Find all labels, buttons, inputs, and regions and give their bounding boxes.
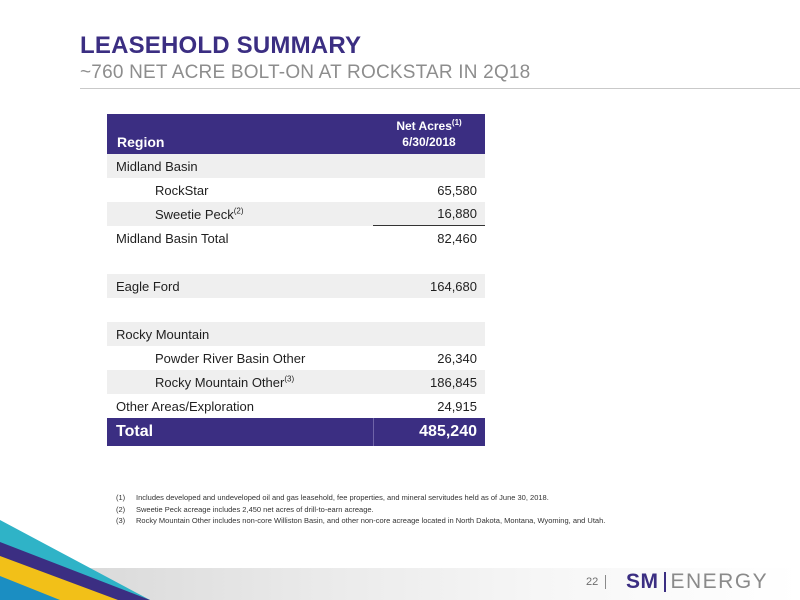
row-value: 24,915 bbox=[437, 398, 477, 414]
corner-decoration bbox=[0, 520, 150, 600]
row-value: 16,880 bbox=[373, 202, 485, 226]
table-row bbox=[107, 346, 485, 370]
footnote-text: Rocky Mountain Other includes non-core Williston Basin, and other non-core acreage located in North Dakota, Montana, Wyoming, and Utah. bbox=[136, 516, 606, 525]
row-value: 164,680 bbox=[430, 278, 477, 294]
header-date: 6/30/2018 bbox=[402, 135, 456, 149]
page-subtitle: ~760 NET ACRE BOLT-ON AT ROCKSTAR IN 2Q18 bbox=[80, 62, 531, 83]
table-row bbox=[107, 202, 485, 226]
page-number: 22 bbox=[586, 576, 599, 588]
page-separator bbox=[605, 575, 606, 589]
logo-sm: SM bbox=[626, 570, 659, 593]
row-label bbox=[107, 207, 373, 222]
footnote bbox=[116, 504, 605, 516]
footnote-number: (2) bbox=[116, 504, 126, 514]
title-divider bbox=[80, 88, 800, 89]
leasehold-table bbox=[107, 114, 485, 446]
header-region: Region bbox=[117, 134, 165, 150]
footnote bbox=[116, 515, 605, 527]
row-value: 26,340 bbox=[437, 350, 477, 366]
row-spacer bbox=[107, 298, 485, 322]
row-value: 65,580 bbox=[437, 182, 477, 198]
total-row bbox=[107, 418, 485, 446]
row-spacer bbox=[107, 250, 485, 274]
footnote-text: Sweetie Peck acreage includes 2,450 net acres of drill-to-earn acreage. bbox=[136, 504, 374, 514]
table-header bbox=[107, 114, 485, 154]
table-row bbox=[107, 226, 485, 250]
page-title: LEASEHOLD SUMMARY bbox=[80, 32, 362, 59]
logo-energy: ENERGY bbox=[670, 570, 769, 593]
header-footnote-ref: (1) bbox=[451, 118, 462, 127]
sm-energy-logo bbox=[626, 570, 768, 594]
table-row bbox=[107, 370, 485, 394]
row-value: 82,460 bbox=[437, 230, 477, 246]
footnote-number: (3) bbox=[116, 516, 126, 525]
total-value: 485,240 bbox=[373, 418, 485, 446]
total-label: Total bbox=[116, 423, 154, 440]
table-row bbox=[107, 154, 485, 178]
row-value: 186,845 bbox=[430, 374, 477, 390]
footnote-text: Includes developed and undeveloped oil and gas leasehold, fee properties, and mineral servitudes held as of June 30, 2018. bbox=[136, 493, 549, 502]
footnote-ref: (2) bbox=[233, 206, 244, 216]
row-value bbox=[373, 154, 485, 178]
row-value bbox=[373, 322, 485, 346]
table-row bbox=[107, 322, 485, 346]
footnotes bbox=[116, 492, 605, 527]
footnote bbox=[116, 492, 605, 504]
table-row bbox=[107, 394, 485, 418]
row-label: Other Areas/Exploration bbox=[116, 398, 255, 414]
row-label: RockStar bbox=[155, 182, 209, 198]
row-label: Eagle Ford bbox=[116, 278, 180, 294]
table-row bbox=[107, 274, 485, 298]
row-label-text: Rocky Mountain Other bbox=[155, 374, 285, 390]
footnote-number: (1) bbox=[116, 493, 126, 502]
row-label: Midland Basin bbox=[116, 158, 198, 174]
header-net-acres bbox=[373, 114, 485, 154]
row-label-text: Sweetie Peck bbox=[155, 206, 234, 222]
row-label: Rocky Mountain bbox=[116, 326, 210, 342]
row-label: Powder River Basin Other bbox=[155, 350, 306, 366]
row-label: Midland Basin Total bbox=[116, 230, 229, 246]
row-label bbox=[107, 375, 373, 390]
logo-divider bbox=[664, 572, 666, 592]
table-row bbox=[107, 178, 485, 202]
footnote-ref: (3) bbox=[284, 374, 295, 384]
header-net-acres-label: Net Acres bbox=[396, 119, 452, 133]
